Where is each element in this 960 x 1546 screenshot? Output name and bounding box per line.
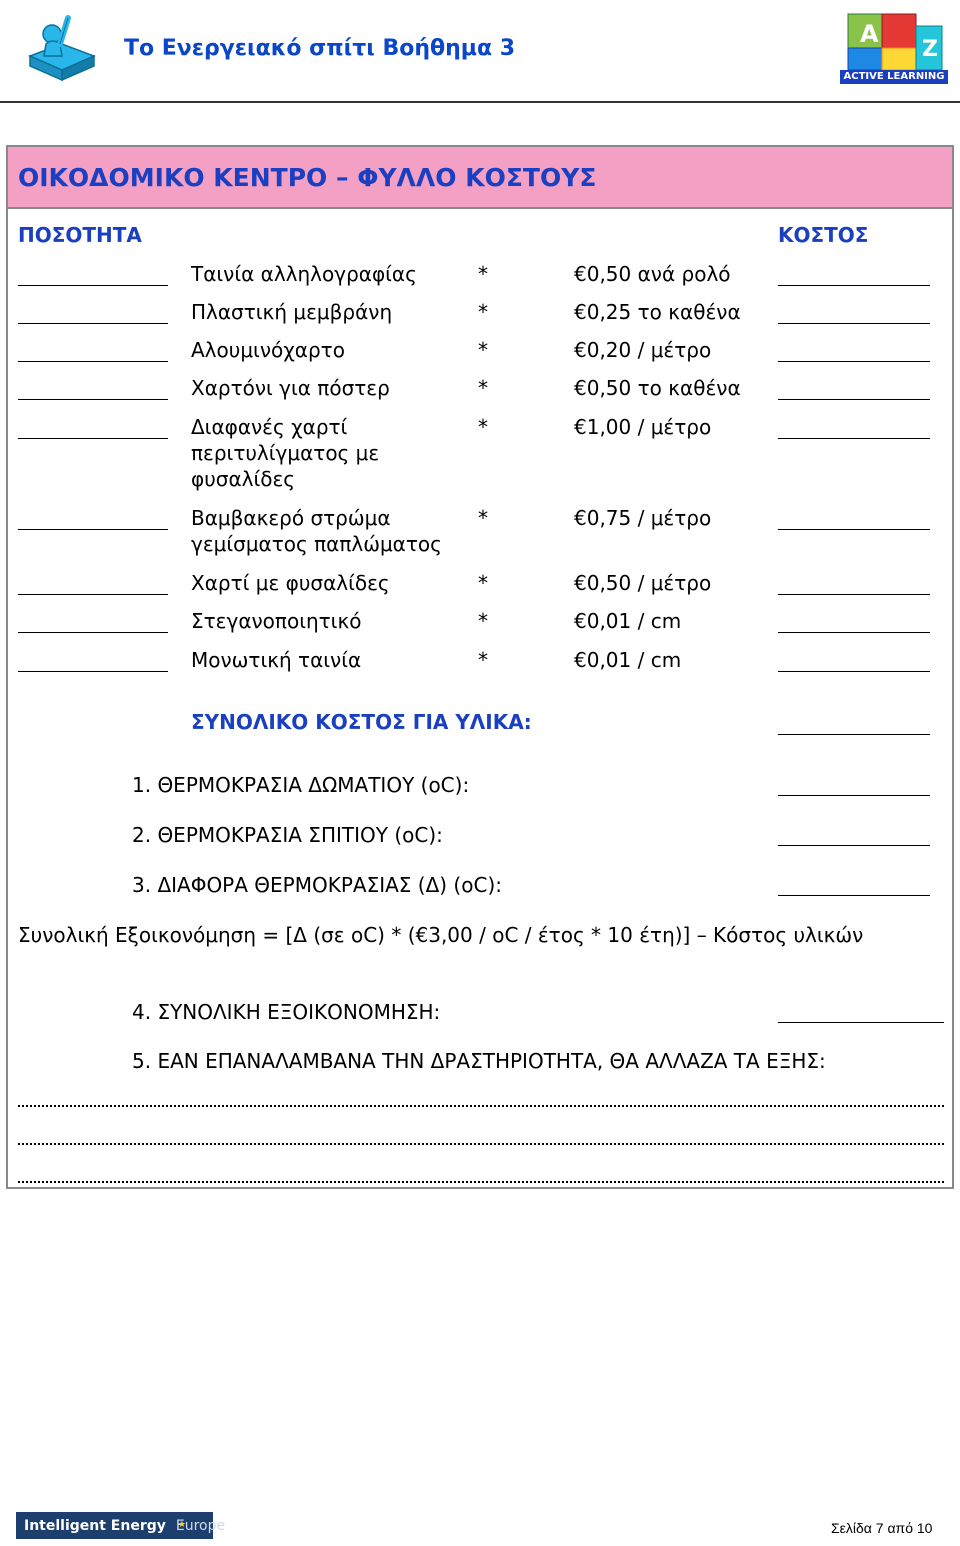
cost-blank[interactable] bbox=[778, 438, 930, 439]
svg-text:Z: Z bbox=[922, 37, 938, 62]
quantity-blank[interactable] bbox=[18, 361, 168, 362]
cost-blank[interactable] bbox=[778, 285, 930, 286]
multiply-sign: * bbox=[478, 338, 488, 362]
item-price: €0,01 / cm bbox=[574, 609, 682, 633]
house-temperature-label: 2. ΘΕΡΜΟΚΡΑΣΙΑ ΣΠΙΤΙΟΥ (οC): bbox=[132, 823, 443, 847]
temperature-difference-blank[interactable] bbox=[778, 895, 930, 896]
item-name: Βαμβακερό στρώμα γεμίσματος παπλώματος bbox=[191, 506, 442, 556]
item-name: Αλουμινόχαρτο bbox=[191, 338, 345, 362]
footer-europe-text: Europe bbox=[175, 1517, 226, 1534]
quantity-column-header: ΠΟΣΟΤΗΤΑ bbox=[18, 223, 142, 247]
multiply-sign: * bbox=[478, 300, 488, 324]
savings-formula: Συνολική Εξοικονόμηση = [Δ (σε οC) * (€3,00 / οC / έτος * 10 έτη)] – Κόστος υλικών bbox=[18, 923, 864, 947]
page-number: Σελίδα 7 από 10 bbox=[831, 1520, 933, 1536]
cost-blank[interactable] bbox=[778, 594, 930, 595]
multiply-sign: * bbox=[478, 609, 488, 633]
house-temperature-blank[interactable] bbox=[778, 845, 930, 846]
item-name: Μονωτική ταινία bbox=[191, 648, 362, 672]
item-name: Χαρτί με φυσαλίδες bbox=[191, 571, 390, 595]
room-temperature-label: 1. ΘΕΡΜΟΚΡΑΣΙΑ ΔΩΜΑΤΙΟΥ (οC): bbox=[132, 773, 470, 797]
total-savings-blank[interactable] bbox=[778, 1022, 944, 1023]
item-price: €0,20 / μέτρο bbox=[574, 338, 712, 362]
item-price: €0,01 / cm bbox=[574, 648, 682, 672]
item-name: Ταινία αλληλογραφίας bbox=[191, 262, 417, 286]
quantity-blank[interactable] bbox=[18, 323, 168, 324]
multiply-sign: * bbox=[478, 415, 488, 439]
total-cost-label: ΣΥΝΟΛΙΚΟ ΚΟΣΤΟΣ ΓΙΑ ΥΛΙΚΑ: bbox=[191, 710, 532, 734]
room-temperature-blank[interactable] bbox=[778, 795, 930, 796]
item-price: €0,75 / μέτρο bbox=[574, 506, 712, 530]
total-savings-label: 4. ΣΥΝΟΛΙΚΗ ΕΞΟΙΚΟΝΟΜΗΣΗ: bbox=[132, 1000, 441, 1024]
cost-blank[interactable] bbox=[778, 632, 930, 633]
item-name: Στεγανοποιητικό bbox=[191, 609, 362, 633]
active-learning-logo-icon bbox=[838, 6, 948, 86]
quantity-blank[interactable] bbox=[18, 594, 168, 595]
active-learning-logo-text: ACTIVE LEARNING bbox=[840, 70, 948, 84]
cost-blank[interactable] bbox=[778, 399, 930, 400]
multiply-sign: * bbox=[478, 376, 488, 400]
quantity-blank[interactable] bbox=[18, 399, 168, 400]
item-price: €0,50 ανά ρολό bbox=[574, 262, 731, 286]
student-logo-icon bbox=[22, 4, 102, 84]
quantity-blank[interactable] bbox=[18, 438, 168, 439]
item-price: €0,50 / μέτρο bbox=[574, 571, 712, 595]
item-price: €0,25 το καθένα bbox=[574, 300, 741, 324]
cost-blank[interactable] bbox=[778, 323, 930, 324]
sheet-title: ΟΙΚΟΔΟΜΙΚΟ ΚΕΝΤΡΟ – ΦΥΛΛΟ ΚΟΣΤΟΥΣ bbox=[18, 163, 597, 192]
intelligent-energy-logo bbox=[16, 1512, 226, 1539]
changes-question-label: 5. ΕΑΝ ΕΠΑΝΑΛΑΜΒΑΝΑ ΤΗΝ ΔΡΑΣΤΗΡΙΟΤΗΤΑ, ΘΑ ΑΛΛΑΖΑ ΤΑ ΕΞΗΣ: bbox=[132, 1049, 826, 1073]
multiply-sign: * bbox=[478, 571, 488, 595]
item-price: €1,00 / μέτρο bbox=[574, 415, 712, 439]
answer-line[interactable] bbox=[18, 1181, 944, 1183]
cost-blank[interactable] bbox=[778, 361, 930, 362]
multiply-sign: * bbox=[478, 648, 488, 672]
item-name: Πλαστική μεμβράνη bbox=[191, 300, 393, 324]
multiply-sign: * bbox=[478, 262, 488, 286]
cost-blank[interactable] bbox=[778, 529, 930, 530]
document-header-title: Το Ενεργειακό σπίτι Βοήθημα 3 bbox=[124, 36, 516, 61]
quantity-blank[interactable] bbox=[18, 285, 168, 286]
answer-line[interactable] bbox=[18, 1105, 944, 1107]
header-divider bbox=[0, 101, 960, 103]
multiply-sign: * bbox=[478, 506, 488, 530]
temperature-difference-label: 3. ΔΙΑΦΟΡΑ ΘΕΡΜΟΚΡΑΣΙΑΣ (Δ) (οC): bbox=[132, 873, 502, 897]
quantity-blank[interactable] bbox=[18, 632, 168, 633]
svg-text:A: A bbox=[860, 20, 879, 48]
quantity-blank[interactable] bbox=[18, 671, 168, 672]
answer-line[interactable] bbox=[18, 1143, 944, 1145]
item-price: €0,50 το καθένα bbox=[574, 376, 741, 400]
footer-brand-text: Intelligent Energy bbox=[24, 1517, 166, 1534]
cost-column-header: ΚΟΣΤΟΣ bbox=[778, 223, 869, 247]
sheet-title-band bbox=[8, 147, 952, 209]
cost-blank[interactable] bbox=[778, 671, 930, 672]
quantity-blank[interactable] bbox=[18, 529, 168, 530]
total-cost-blank[interactable] bbox=[778, 734, 930, 735]
item-name: Χαρτόνι για πόστερ bbox=[191, 376, 390, 400]
item-name: Διαφανές χαρτί περιτυλίγματος με φυσαλίδες bbox=[191, 415, 380, 491]
